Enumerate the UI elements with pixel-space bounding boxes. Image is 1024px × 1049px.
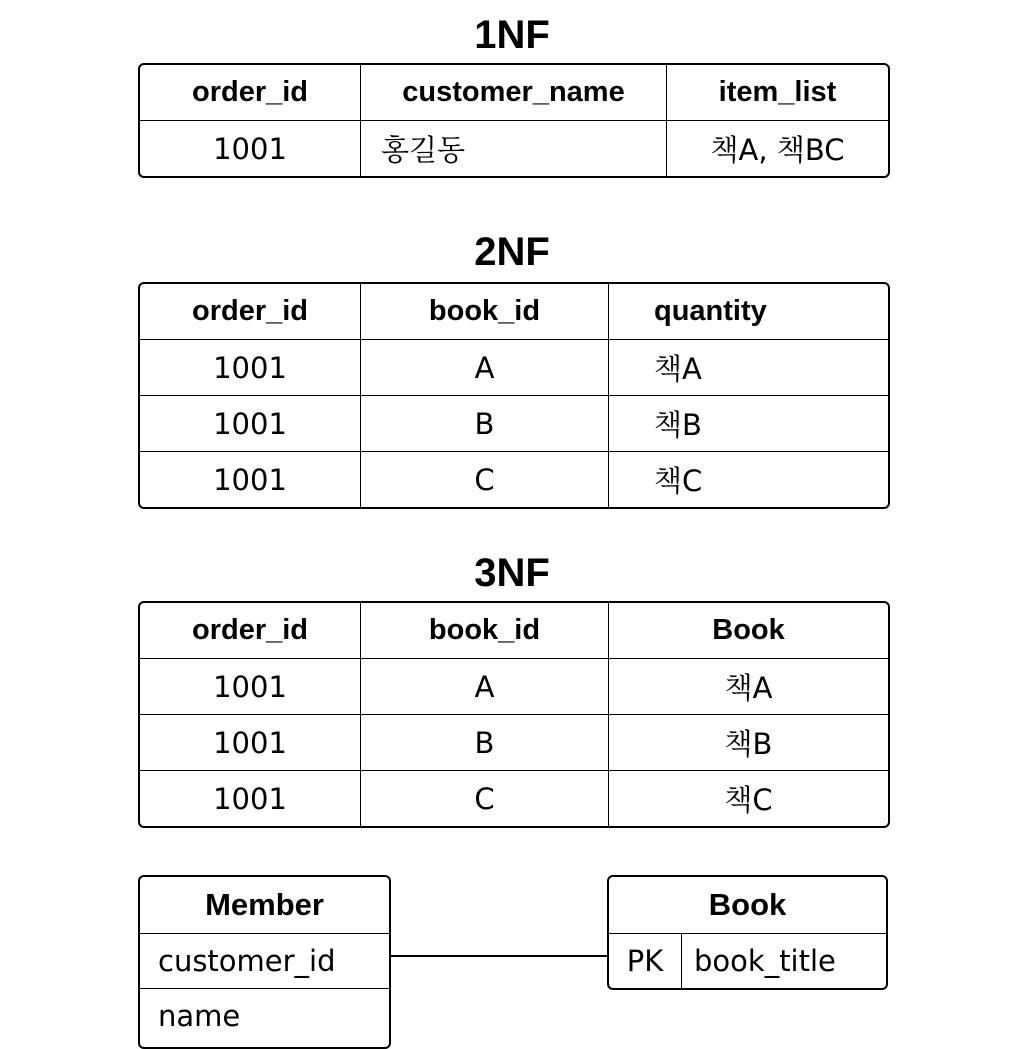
1nf-title: 1NF <box>474 13 550 57</box>
table-cell: 책C <box>654 464 703 498</box>
table-cell: A <box>361 659 609 715</box>
table-cell: 1001 <box>140 340 361 396</box>
column-header: Book <box>609 603 888 659</box>
table-cell: 책A, 책BC <box>710 133 845 167</box>
table-cell: 1001 <box>140 396 361 452</box>
table-cell: A <box>361 340 609 396</box>
member-entity-title: Member <box>140 877 389 934</box>
member-field-customer-id: customer_id <box>140 934 389 989</box>
book-entity <box>607 875 888 990</box>
table-cell: C <box>361 771 609 826</box>
book-entity-title: Book <box>609 877 886 934</box>
table-cell: 책B <box>609 715 888 771</box>
book-field-row <box>609 934 886 988</box>
member-field-name: name <box>158 999 241 1033</box>
3nf-title: 3NF <box>474 551 550 595</box>
table-cell: 홍길동 <box>361 121 667 176</box>
table-cell: 1001 <box>140 121 361 176</box>
column-header: order_id <box>140 65 361 121</box>
column-header: customer_name <box>361 65 667 121</box>
table-cell: 1001 <box>140 715 361 771</box>
table-cell: 1001 <box>140 771 361 826</box>
table-cell: B <box>361 396 609 452</box>
table-cell: C <box>361 452 609 507</box>
table-cell: 책C <box>724 783 773 817</box>
table-cell: 1001 <box>140 659 361 715</box>
table-cell: 책A <box>609 340 888 396</box>
book-field-title: book_title <box>694 944 836 978</box>
table-cell: B <box>361 715 609 771</box>
table-cell: 책A <box>609 659 888 715</box>
table-cell: 1001 <box>140 452 361 507</box>
member-entity <box>138 875 391 1049</box>
column-header: order_id <box>140 603 361 659</box>
column-header: book_id <box>361 284 609 340</box>
table-cell: 책B <box>609 396 888 452</box>
column-header: order_id <box>140 284 361 340</box>
2nf-title: 2NF <box>474 230 550 274</box>
column-header: quantity <box>609 284 888 340</box>
column-header: book_id <box>361 603 609 659</box>
primary-key-label: PK <box>609 934 682 988</box>
column-header: item_list <box>667 65 888 121</box>
